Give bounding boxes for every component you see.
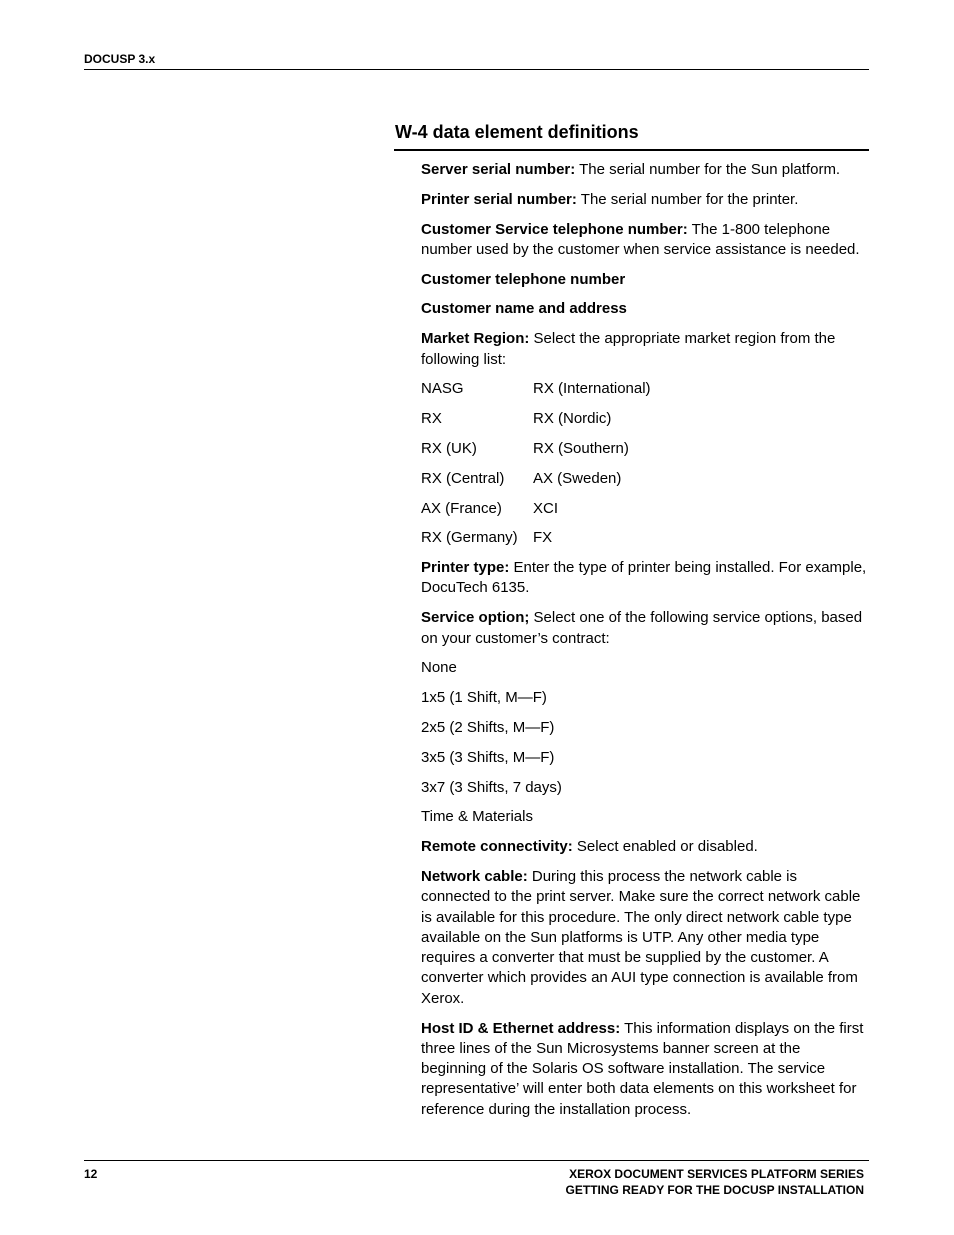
- definition-host-id: [421, 1019, 867, 1120]
- service-option-list: [421, 658, 867, 827]
- definition-customer-phone: [421, 270, 867, 290]
- footer-title: [566, 1167, 864, 1198]
- definition-text: The 1-800 telephone number used by the customer when service assistance is needed.: [421, 220, 860, 258]
- definition-text: Select the appropriate market region from the following list:: [421, 330, 836, 368]
- region-item: RX (International): [533, 380, 651, 398]
- definition-text: Enter the type of printer being installed. For example, DocuTech 6135.: [421, 559, 867, 597]
- region-list: [421, 379, 867, 548]
- service-option-item: 1x5 (1 Shift, M—F): [421, 689, 547, 707]
- footer-line: GETTING READY FOR THE DOCUSP INSTALLATION: [565, 1182, 864, 1197]
- footer-divider: [84, 1160, 869, 1161]
- term-label: Customer Service telephone number:: [421, 220, 688, 238]
- term-label: Network cable:: [421, 867, 528, 885]
- definition-text: During this process the network cable is connected to the print server. Make sure the correct network cable is available for this procedure. The only direct network cable type available on the Sun platforms is UTP. Any other media type requires a converter that must be supplied by the customer. A converter which provides an AUI type connection is available from Xerox.: [421, 867, 861, 1007]
- footer-line: XEROX DOCUMENT SERVICES PLATFORM SERIES: [569, 1167, 864, 1181]
- definition-remote-connectivity: [421, 837, 867, 857]
- term-label: Remote connectivity:: [421, 838, 573, 856]
- region-row: [421, 439, 867, 459]
- definition-text: The serial number for the printer.: [576, 190, 799, 208]
- definition-printer-type: [421, 558, 867, 599]
- region-row: [421, 499, 867, 519]
- definition-service-option: [421, 608, 867, 649]
- definition-printer-serial: [421, 190, 867, 210]
- definition-market-region: [421, 329, 867, 370]
- header-divider: [84, 69, 869, 70]
- definition-server-serial: [421, 160, 867, 180]
- term-label: Server serial number:: [421, 161, 576, 178]
- section-title: W-4 data element definitions: [395, 122, 639, 142]
- definition-text: The serial number for the Sun platform.: [575, 161, 841, 178]
- term-label: Customer name and address: [421, 300, 627, 318]
- service-option-item: 3x5 (3 Shifts, M—F): [421, 748, 555, 766]
- service-option-item: 2x5 (2 Shifts, M—F): [421, 718, 555, 736]
- region-item: FX: [533, 529, 553, 547]
- header-label: DOCUSP 3.x: [84, 52, 156, 66]
- region-item: RX (Central): [421, 469, 505, 487]
- definition-text: Select enabled or disabled.: [572, 838, 758, 856]
- region-item: RX: [421, 410, 442, 428]
- term-label: Printer type:: [421, 559, 510, 577]
- title-divider: [394, 149, 869, 151]
- region-item: RX (UK): [421, 439, 477, 457]
- term-label: Service option;: [421, 609, 530, 627]
- definition-customer-name: [421, 299, 867, 319]
- region-item: RX (Nordic): [533, 410, 612, 428]
- term-label: Printer serial number:: [421, 190, 577, 208]
- service-option-item: None: [421, 659, 457, 677]
- region-item: NASG: [421, 380, 464, 398]
- service-option-item: 3x7 (3 Shifts, 7 days): [421, 778, 562, 796]
- service-option-item: Time & Materials: [421, 808, 533, 826]
- definition-text: This information displays on the first three lines of the Sun Microsystems banner screen at the beginning of the Solaris OS software installation. The service representative’ will enter both data elements on this worksheet for reference during the installation process.: [421, 1019, 864, 1118]
- definition-network-cable: [421, 867, 867, 1009]
- region-row: [421, 469, 867, 489]
- region-item: RX (Germany): [421, 529, 518, 547]
- region-row: [421, 528, 867, 548]
- definition-text: Select one of the following service options, based on your customer’s contract:: [421, 609, 863, 647]
- region-item: XCI: [533, 499, 559, 517]
- definition-cs-phone: [421, 220, 867, 261]
- page-number: 12: [84, 1167, 98, 1181]
- definitions-body: [421, 160, 867, 1129]
- term-label: Customer telephone number: [421, 270, 626, 288]
- region-item: RX (Southern): [533, 439, 629, 457]
- term-label: Host ID & Ethernet address:: [421, 1019, 621, 1037]
- region-item: AX (Sweden): [533, 469, 622, 487]
- region-item: AX (France): [421, 499, 502, 517]
- term-label: Market Region:: [421, 330, 530, 348]
- region-row: [421, 379, 867, 399]
- region-row: [421, 409, 867, 429]
